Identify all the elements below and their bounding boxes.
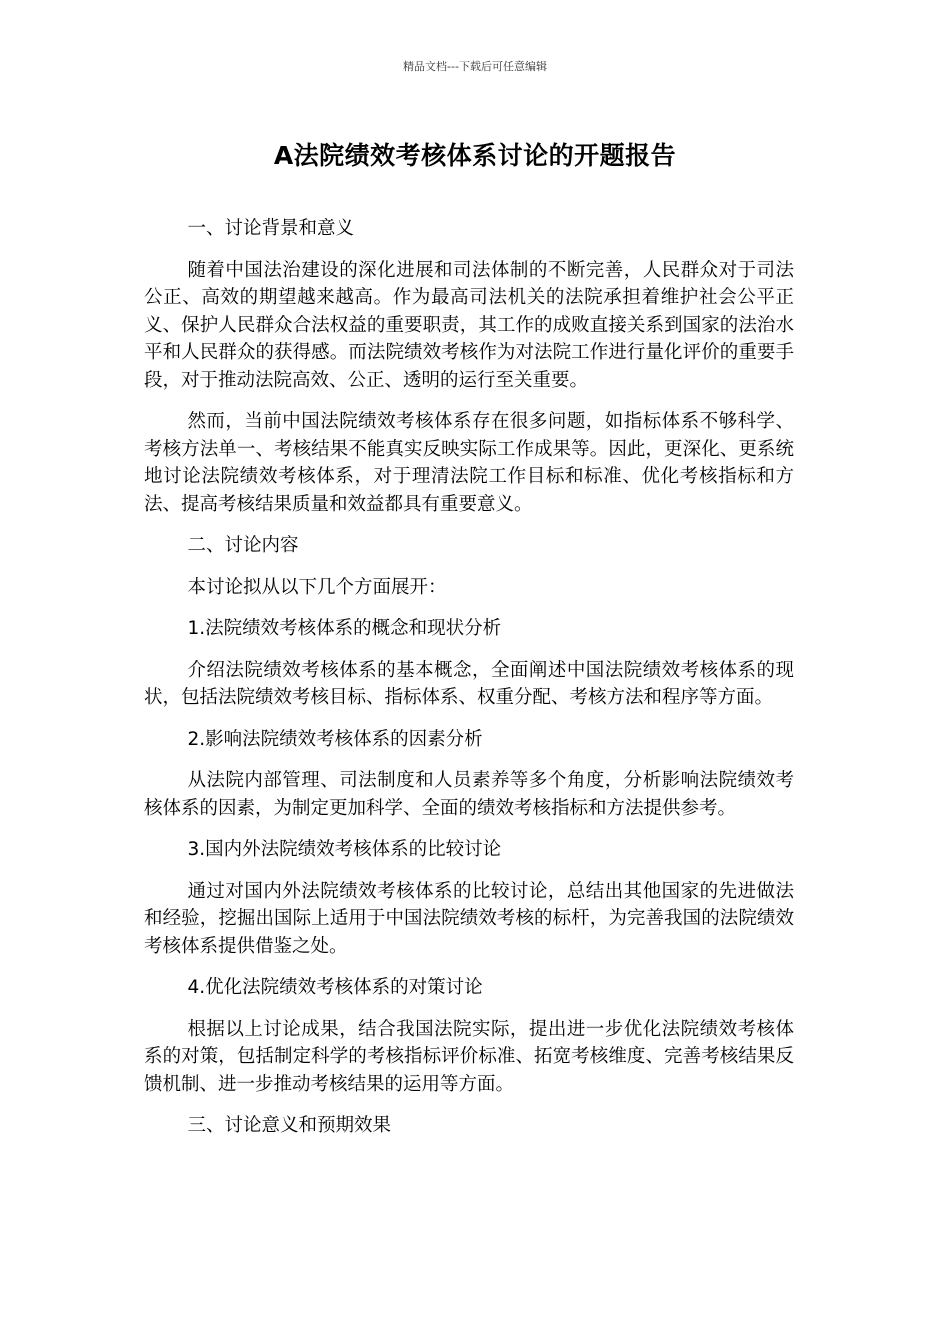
document-body — [144, 215, 794, 1154]
section-heading-background: 一、讨论背景和意义 — [187, 218, 354, 239]
paragraph-subsection-3: 通过对国内外法院绩效考核体系的比较讨论，总结出其他国家的先进做法和经验，挖掘出国际上适用于中国法院绩效考核的标杆，为完善我国的法院绩效考核体系提供借鉴之处。 — [144, 880, 794, 957]
subheading-3: 3.国内外法院绩效考核体系的比较讨论 — [187, 839, 502, 860]
paragraph-subsection-2: 从法院内部管理、司法制度和人员素养等多个角度，分析影响法院绩效考核体系的因素，为制定更加科学、全面的绩效考核指标和方法提供参考。 — [144, 770, 794, 819]
section-heading-content: 二、讨论内容 — [187, 535, 299, 556]
paragraph-subsection-1: 介绍法院绩效考核体系的基本概念，全面阐述中国法院绩效考核体系的现状，包括法院绩效考核目标、指标体系、权重分配、考核方法和程序等方面。 — [144, 659, 794, 708]
header-note: 精品文档---下载后可任意编辑 — [403, 60, 547, 73]
paragraph-background-1: 随着中国法治建设的深化进展和司法体制的不断完善，人民群众对于司法公正、高效的期望越来越高。作为最高司法机关的法院承担着维护社会公平正义、保护人民群众合法权益的重要职责，其工作的成败直接关系到国家的法治水平和人民群众的获得感。而法院绩效考核作为对法院工作进行量化评价的重要手段，对于推动法院高效、公正、透明的运行至关重要。 — [144, 259, 794, 391]
subheading-2: 2.影响法院绩效考核体系的因素分析 — [187, 728, 483, 750]
subheading-4: 4.优化法院绩效考核体系的对策讨论 — [187, 977, 483, 998]
section-heading-significance: 三、讨论意义和预期效果 — [187, 1115, 391, 1136]
paragraph-subsection-4: 根据以上讨论成果，结合我国法院实际，提出进一步优化法院绩效考核体系的对策，包括制定科学的考核指标评价标准、拓宽考核维度、完善考核结果反馈机制、进一步推动考核结果的运用等方面。 — [144, 1018, 794, 1095]
paragraph-content-intro: 本讨论拟从以下几个方面展开： — [187, 576, 447, 598]
subheading-1: 1.法院绩效考核体系的概念和现状分析 — [187, 618, 502, 639]
document-title: A法院绩效考核体系讨论的开题报告 — [273, 141, 677, 170]
paragraph-background-2: 然而，当前中国法院绩效考核体系存在很多问题，如指标体系不够科学、考核方法单一、考核结果不能真实反映实际工作成果等。因此，更深化、更系统地讨论法院绩效考核体系，对于理清法院工作目标和标准、优化考核指标和方法、提高考核结果质量和效益都具有重要意义。 — [144, 411, 794, 515]
